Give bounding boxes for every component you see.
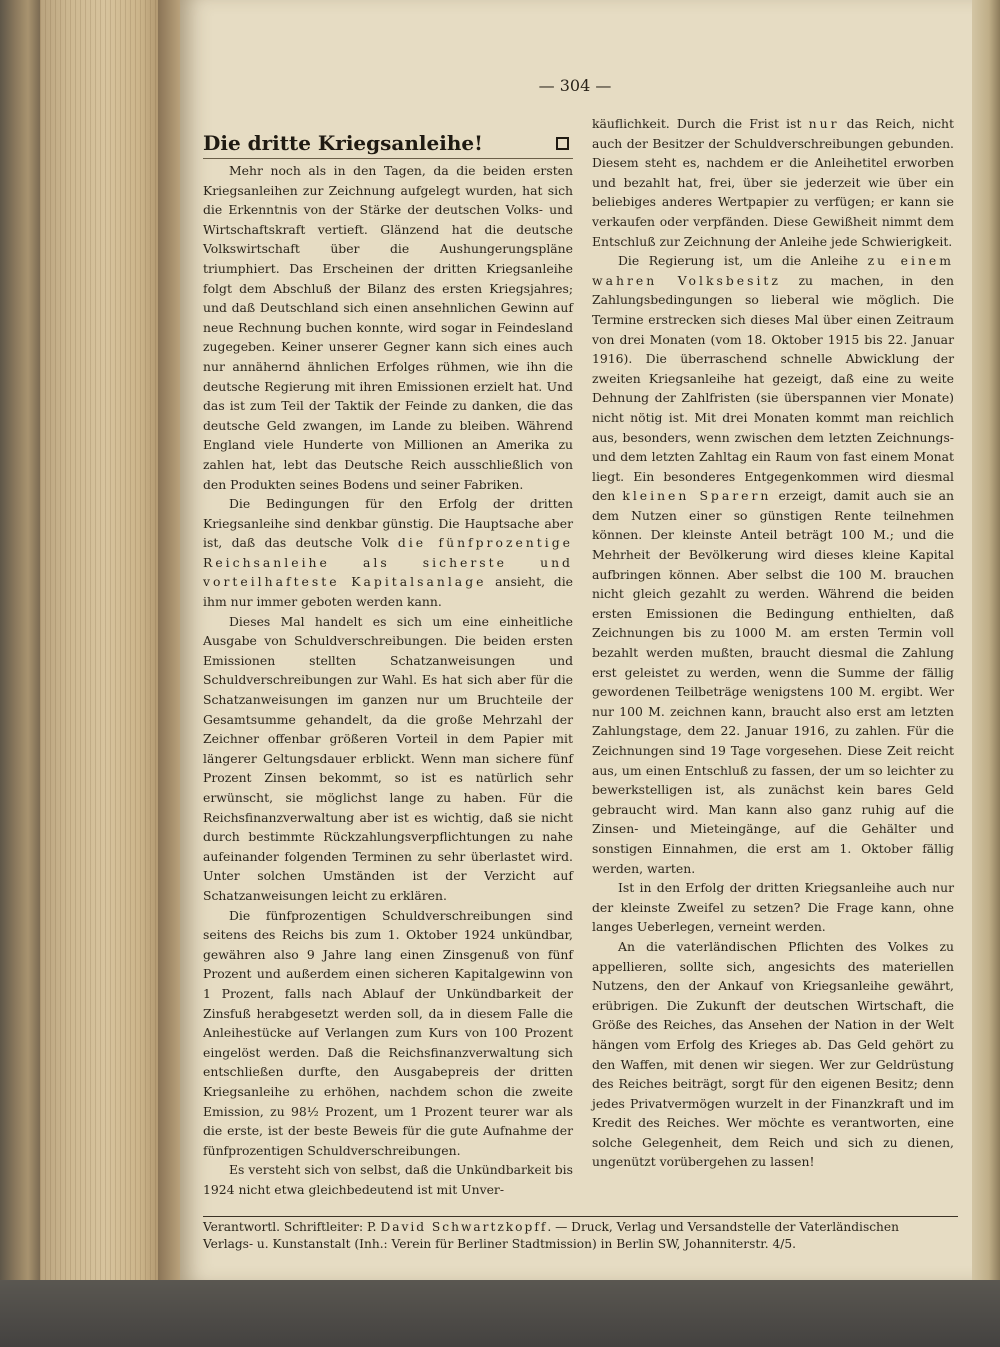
paragraph-text: Mehr noch als in den Tagen, da die beiden ersten Kriegsanleihen zur Zeichnung aufgelegt wurden, hat sich die Erkenntnis von der Stärke der deutschen Volks- und Wirtschaftskraft vertieft. Glänzend hat die deutsche Volkswirtschaft über die Aushungerungspläne triumphiert. Das Erscheinen der dritten Kriegsanleihe folgt dem Abschluß der Bilanz des ersten Kriegsjahres; und daß Deutschland sich einen ansehnlichen Gewinn auf neue Rechnung buchen konnte, wird sogar in Feindesland zugegeben. Keiner unserer Gegner kann sich eines auch nur annähernd ähnlichen Erfolges rühmen, wie ihn die deutsche Regierung mit ihren Emissionen erzielt hat. Und das ist zum Teil der Taktik der Feinde zu danken, die das deutsche Geld zwangen, im Lande zu bleiben. Während England viele Hunderte von Millionen an Amerika zu zahlen hat, lebt das Deutsche Reich ausschließlich von den Produkten seines Bodens und seiner Fabriken. [203,163,573,492]
emphasized-text: kleinen Sparern [622,488,772,504]
paragraph-text: erzeigt, damit auch sie an dem Nutzen einer so günstigen Rente teilnehmen können. Der kleinste Anteil beträgt 100 M.; und die Mehrheit der Bevölkerung wird dieses kleine Kapital aufbringen können. Aber selbst die 100 M. brauchen nicht gleich gezahlt zu werden. Während die beiden ersten Emissionen die Bedingung enthielten, daß Zeichnungen bis zu 1000 M. am ersten Termin voll bezahlt werden mußten, braucht diesmal die Zahlung erst geleistet zu werden, wenn die Summe der fällig gewordenen Teilbeträge wenigstens 100 M. ergibt. Wer nur 100 M. zeichnen kann, braucht also erst am letzten Zahlungstage, dem 22. Januar 1916, zu zahlen. Für die Zeichnungen sind 19 Tage vorgesehen. Diese Zeit reicht aus, um einen Entschluß zu fassen, der um so leichter zu bewerkstelligen ist, als zunächst kein bares Geld gebraucht wird. Man kann also ganz ruhig auf die Zinsen- und Mieteingänge, auf die Gehälter und sonstigen Einnahmen, die erst am 1. Oktober fällig werden, warten. [592,488,954,876]
article-paragraph [592,114,954,251]
article-paragraph [203,906,573,1161]
article-paragraph [203,1160,573,1199]
square-ornament-icon [556,137,569,150]
paragraph-text: An die vaterländischen Pflichten des Volkes zu appellieren, sollte sich, angesichts des materiellen Nutzens, den der Ankauf von Kriegsanleihe gewährt, erübrigen. Die Zukunft der deutschen Wirtschaft, die Größe des Reiches, das Ansehen der Nation in der Welt hängen vom Erfolg des Krieges ab. Das Geld gehört zu den Waffen, mit denen wir siegen. Wer zur Geldrüstung des Reiches beiträgt, sorgt für den eigenen Besitz; denn jedes Privatvermögen wurzelt in der Finanzkraft und im Kredit des Reiches. Wer möchte es verantworten, eine solche Gelegenheit, dem Reich und sich zu dienen, ungenützt vorübergehen zu lassen! [592,938,954,1170]
article-paragraph [203,161,573,494]
right-column [592,114,954,1172]
article-paragraph [592,878,954,937]
page-stack-lines [40,0,158,1330]
paragraph-text: Ist in den Erfolg der dritten Kriegsanleihe auch nur der kleinste Zweifel zu setzen? Die Frage kann, ohne langes Ueberlegen, verneint werden. [592,880,954,935]
article-paragraph [203,494,573,612]
article-paragraph [203,612,573,906]
footer-rule [203,1216,958,1217]
imprint-editor-label: Verantwortl. Schriftleiter: P. [203,1220,381,1234]
imprint-line-2: Verlags- u. Kunstanstalt (Inh.: Verein für Berliner Stadtmission) in Berlin SW, Johanniterstr. 4/5. [203,1237,796,1251]
left-column-body [203,161,573,1199]
paragraph-text: Die fünfprozentigen Schuldverschreibungen sind seitens des Reichs bis zum 1. Oktober 1924 unkündbar, gewähren also 9 Jahre lang einen Zinsgenuß von fünf Prozent und außerdem einen sicheren Kapitalgewinn von 1 Prozent, falls nach Ablauf der Unkündbarkeit der Zinsfuß herabgesetzt werden soll, da in diesem Falle die Anleihestücke auf Verlangen zum Kurs von 100 Prozent eingelöst werden. Daß die Reichsfinanzverwaltung sich entschließen durfte, den Ausgabepreis der dritten Kriegsanleihe zu erhöhen, nachdem schon die zweite Emission, zu 98½ Prozent, um 1 Prozent teurer war als die erste, ist der beste Beweis für die gute Aufnahme der fünfprozentigen Schuldverschreibungen. [203,907,573,1158]
emphasized-text: die fünfprozentige Reichsanleihe als sicherste und vorteilhafteste Kapitalsanlage [203,535,573,590]
emphasized-text: zu einem wahren Volksbesitz [592,253,954,288]
book-cover-board [0,1280,1000,1347]
paragraph-text: das Reich, nicht auch der Besitzer der Schuldverschreibungen gebunden. Diesem steht es, nachdem er die Anleihetitel erworben und bezahlt hat, frei, über sie jederzeit wie über ein beliebiges anderes Wertpapier zu verfügen; er kann sie verkaufen oder verpfänden. Diese Gewißheit nimmt dem Entschluß zur Zeichnung der Anleihe jede Schwierigkeit. [592,116,954,249]
paragraph-text: Dieses Mal handelt es sich um eine einheitliche Ausgabe von Schuldverschreibungen. Die beiden ersten Emissionen stellten Schatzanweisungen und Schuldverschreibungen zur Wahl. Es hat sich aber für die Schatzanweisungen im ganzen nur um Bruchteile der Gesamtsumme gehandelt, da die große Mehrzahl der Zeichner offenbar größeren Vorteil in dem Papier mit längerer Geltungsdauer erblickt. Wenn man sichere fünf Prozent Zinsen bekommt, so ist es natürlich sehr erwünscht, sie möglichst lange zu haben. Für die Reichsfinanzverwaltung aber ist es wichtig, daß sie nicht durch bestimmte Rückzahlungsverpflichtungen zu nahe aufeinander folgenden Terminen zu sehr überlastet wird. Unter solchen Umständen ist der Verzicht auf Schatzanweisungen leicht zu erklären. [203,613,573,903]
article-title: Die dritte Kriegsanleihe! [203,131,483,155]
paragraph-text: Die Bedingungen für den Erfolg der dritten Kriegsanleihe sind denkbar günstig. Die Hauptsache aber ist, daß das deutsche Volk [203,496,573,551]
paragraph-text: zu machen, in den Zahlungsbedingungen so lieberal wie möglich. Die Termine erstrecken sich dieses Mal über einen Zeitraum von drei Monaten (vom 18. Oktober 1915 bis 22. Januar 1916). Die überraschend schnelle Abwicklung der zweiten Kriegsanleihe hat gezeigt, daß eine zu weite Dehnung der Zahlfristen (sie überspannen vier Monate) nicht nötig ist. Mit drei Monaten kommt man reichlich aus, besonders, wenn zwischen dem letzten Zeichnungs- und dem letzten Zahltag ein Raum von fast einem Monat liegt. Ein besonderes Entgegenkommen wird diesmal den [592,272,954,504]
page-number: — 304 — [538,76,612,95]
right-page-edge [972,0,1000,1290]
article-title-row [203,128,573,159]
paragraph-text: Es versteht sich von selbst, daß die Unkündbarkeit bis 1924 nicht etwa gleichbedeutend ist mit Unver- [203,1162,573,1197]
imprint-line-1 [203,1219,963,1236]
article-paragraph [592,251,954,878]
paragraph-text: ansieht, die ihm nur immer geboten werden kann. [203,574,574,610]
book-spine [0,0,40,1347]
emphasized-text: nur [808,116,840,131]
left-column [203,128,573,1199]
imprint-footer [203,1219,963,1253]
paragraph-text: Die Regierung ist, um die Anleihe [618,253,868,269]
imprint-publisher: . — Druck, Verlag und Versandstelle der Vaterländischen [547,1220,899,1234]
article-paragraph [592,937,954,1172]
paragraph-text: käuflichkeit. Durch die Frist ist [592,116,809,131]
right-column-body [592,114,954,1172]
imprint-editor-name: David Schwartzkopff [380,1220,548,1234]
